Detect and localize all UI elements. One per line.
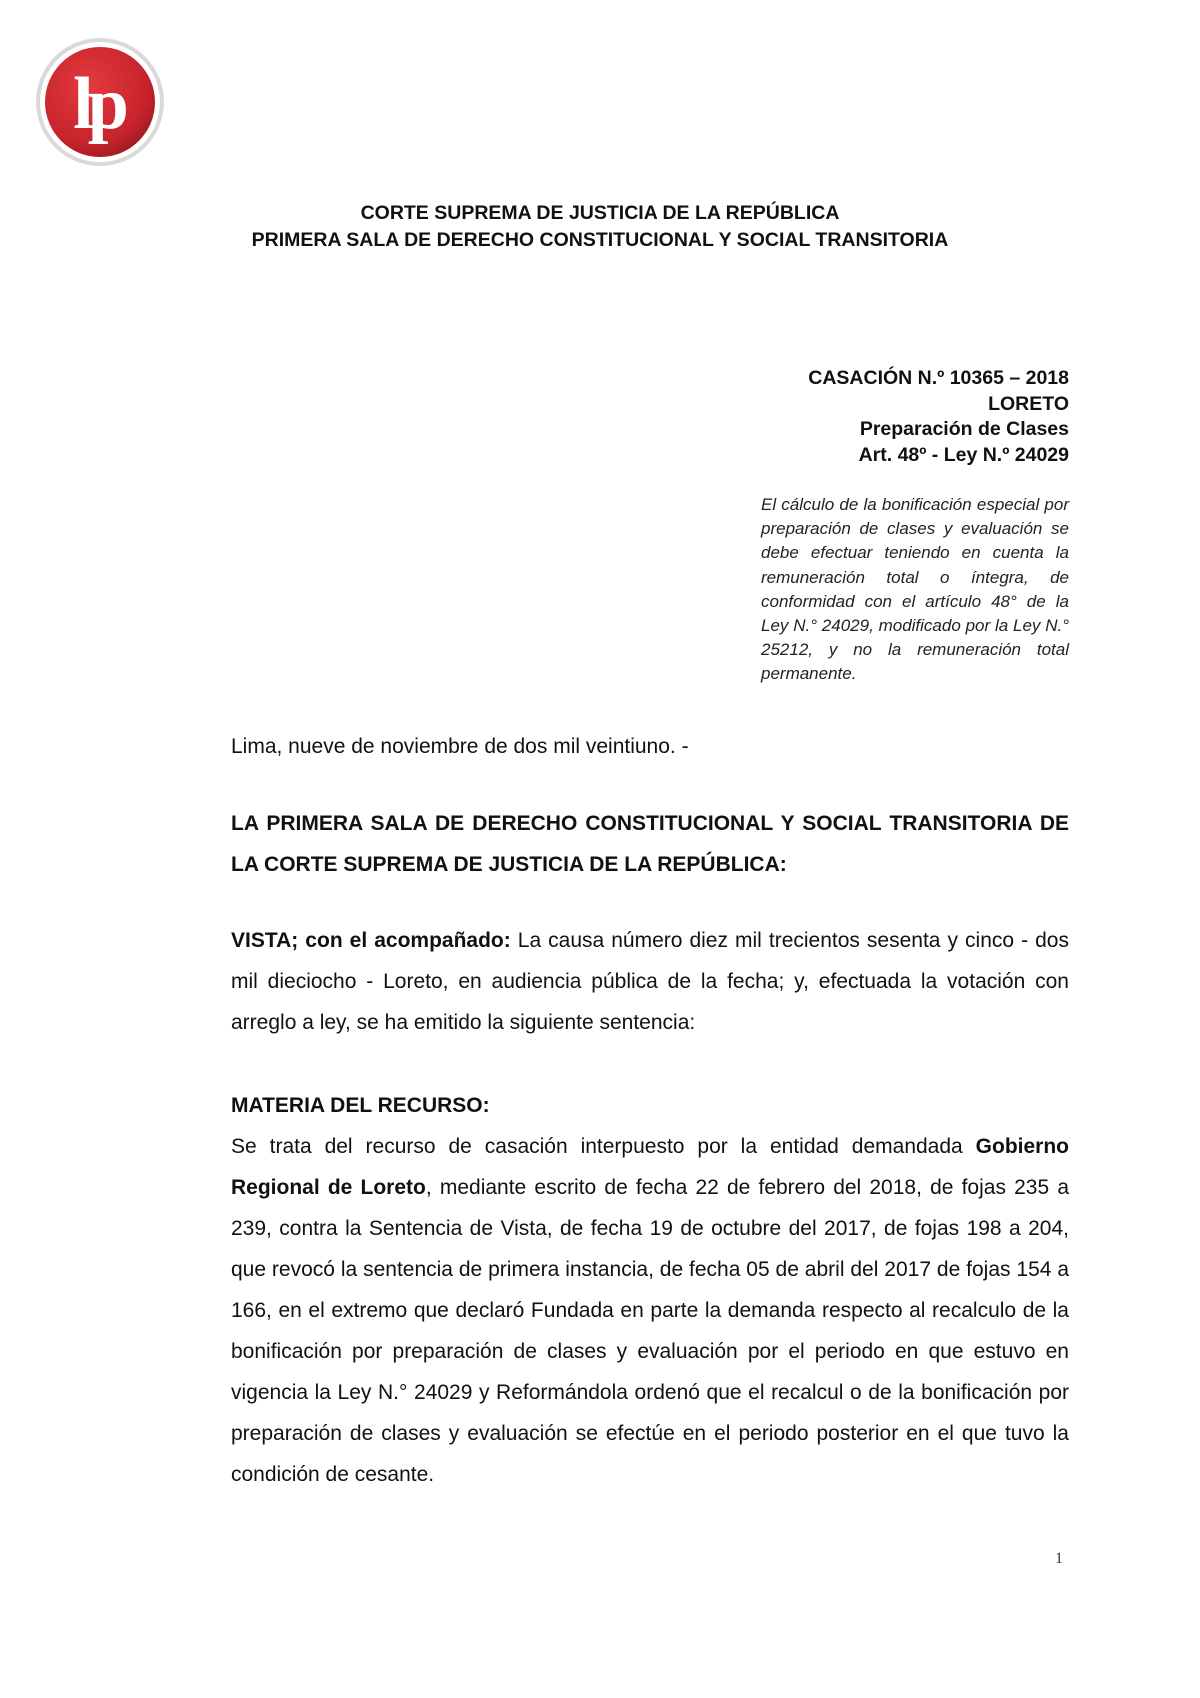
lp-logo — [34, 36, 166, 168]
case-summary: El cálculo de la bonificación especial por preparación de clases y evaluación se debe efectuar teniendo en cuenta la remuneración total o íntegra, de conformidad con el artículo 48° de la Ley N.° 24029, modificado por la Ley N.° 25212, y no la remuneración total permanente. — [761, 495, 1069, 684]
materia-title: MATERIA DEL RECURSO: — [231, 1094, 490, 1117]
page-number: 1 — [1055, 1550, 1063, 1567]
court-name: CORTE SUPREMA DE JUSTICIA DE LA REPÚBLICA — [360, 202, 840, 224]
vista-label: VISTA; con el acompañado: — [231, 929, 511, 952]
case-reference — [649, 366, 1069, 468]
svg-text:lp: lp — [73, 63, 123, 145]
document-header — [0, 200, 1200, 254]
lp-logo-mark — [34, 36, 166, 168]
court-title: LA PRIMERA SALA DE DERECHO CONSTITUCIONAL Y SOCIAL TRANSITORIA DE LA CORTE SUPREMA DE JUSTICIA DE LA REPÚBLICA: — [231, 812, 1069, 876]
case-number: CASACIÓN N.º 10365 – 2018 — [808, 367, 1069, 389]
materia-intro: Se trata del recurso de casación interpuesto por la entidad demandada — [231, 1135, 976, 1158]
materia-party: Gobierno Regional de Loreto — [231, 1135, 1069, 1199]
case-region: LORETO — [988, 392, 1069, 415]
case-subject: Preparación de Clases — [859, 418, 1069, 440]
dateline: Lima, nueve de noviembre de dos mil veintiuno. - — [231, 735, 689, 758]
materia-text: , mediante escrito de fecha 22 de febrero del 2018, de fojas 235 a 239, contra la Sentencia de Vista, de fecha 19 de octubre del 2017, de fojas 198 a 204, que revocó la sentencia de primera instancia, de fecha 05 de abril del 2017 de fojas 154 a 166, en el extremo que declaró Fundada en parte la demanda respecto al recalculo de la bonificación por preparación de clases y evaluación por el periodo en que estuvo en vigencia la Ley N.° 24029 y Reformándola ordenó que el recalcul o de la bonificación por preparación de clases y evaluación se efectúe en el periodo posterior en el que tuvo la condición de cesante. — [231, 1176, 1069, 1486]
case-article: Art. 48º - Ley N.º 24029 — [858, 443, 1069, 466]
materia-paragraph — [231, 1126, 1069, 1495]
chamber-name: PRIMERA SALA DE DERECHO CONSTITUCIONAL Y SOCIAL TRANSITORIA — [251, 229, 949, 251]
vista-paragraph — [231, 920, 1069, 1043]
vista-text: La causa número diez mil trecientos sesenta y cinco - dos mil dieciocho - Loreto, en audiencia pública de la fecha; y, efectuada la votación con arreglo a ley, se ha emitido la siguiente sentencia: — [231, 929, 1069, 1034]
